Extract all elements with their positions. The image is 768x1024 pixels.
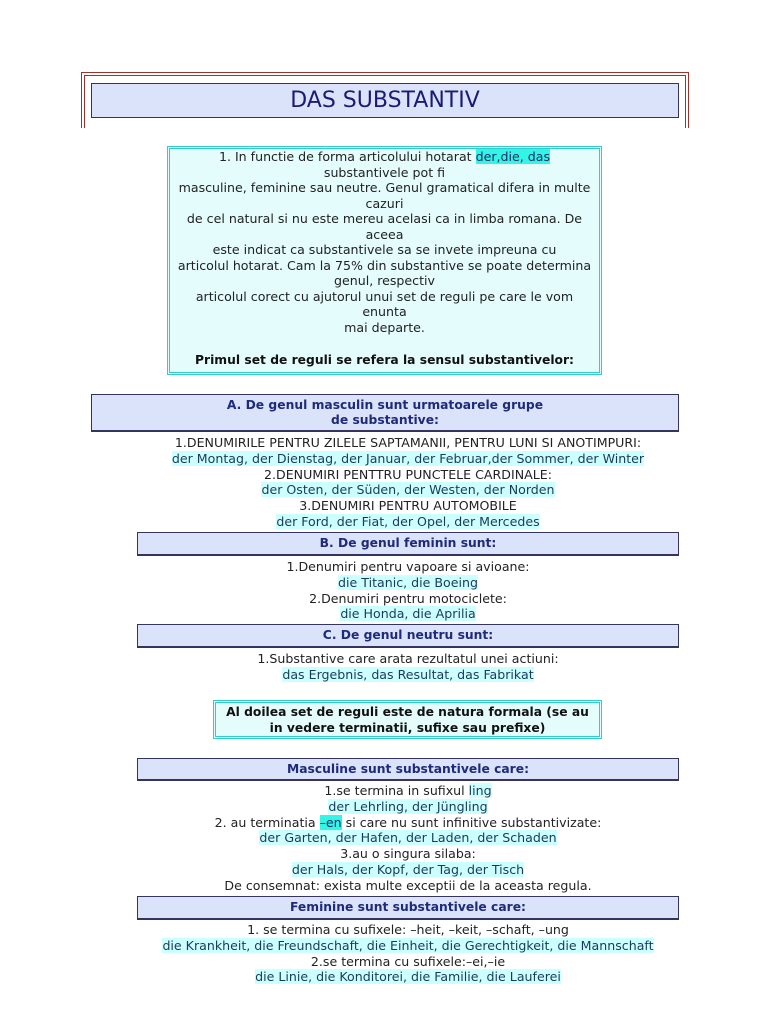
- example-line: [137, 575, 679, 591]
- intro-line: [170, 149, 599, 165]
- example-line: [137, 938, 679, 954]
- intro-line: articolul corect cu ajutorul unui set de reguli pe care le vom: [195, 288, 574, 304]
- note-line: De consemnat: exista multe exceptii de la aceasta regula.: [224, 877, 592, 893]
- section-a-heading-line: de substantive:: [331, 413, 439, 427]
- rule-line: [137, 815, 679, 831]
- intro-line: aceea: [365, 226, 404, 242]
- rule-line: 2.Denumiri pentru motociclete:: [309, 590, 507, 606]
- examples-text: die Linie, die Konditorei, die Familie, die Lauferei: [255, 969, 561, 985]
- rule-text: 2. au terminatia: [214, 814, 320, 830]
- feminine-list: [137, 922, 679, 985]
- suffix-highlight: –en: [319, 814, 342, 830]
- example-line: [137, 862, 679, 878]
- examples-text: der Hals, der Kopf, der Tag, der Tisch: [291, 861, 525, 877]
- example-line: [137, 830, 679, 846]
- examples-text: der Montag, der Dienstag, der Januar, der Februar,der Sommer, der Winter: [171, 450, 645, 466]
- section-c-list: [137, 651, 679, 683]
- example-line: [137, 451, 679, 467]
- rule-text: 1.se termina in sufixul: [324, 783, 469, 798]
- page-title: DAS SUBSTANTIV: [91, 83, 679, 118]
- rule-set-2-line: Al doilea set de reguli este de natura formala (se au: [226, 705, 589, 719]
- examples-text: die Honda, die Aprilia: [340, 606, 476, 622]
- rule-line: 3.au o singura silaba:: [340, 846, 476, 861]
- examples-text: das Ergebnis, das Resultat, das Fabrikat: [282, 666, 534, 682]
- examples-text: die Titanic, die Boeing: [338, 574, 478, 590]
- rule-line: [137, 783, 679, 799]
- article-highlight: der,die, das: [475, 149, 551, 164]
- example-line: [137, 482, 679, 498]
- intro-line: genul, respectiv: [334, 273, 435, 289]
- rule-line: 1.Substantive care arata rezultatul unei actiuni:: [257, 651, 559, 666]
- intro-line: mai departe.: [344, 320, 425, 336]
- masculine-list: [137, 783, 679, 893]
- rule-line: 2.se termina cu sufixele:–ei,–ie: [310, 953, 506, 969]
- examples-text: der Ford, der Fiat, der Opel, der Mercedes: [276, 513, 540, 529]
- examples-text: der Lehrling, der Jüngling: [328, 798, 488, 814]
- section-a-heading-line: A. De genul masculin sunt urmatoarele grupe: [226, 398, 544, 412]
- rule-line: 1. se termina cu sufixele: –heit, –keit, –schaft, –ung: [247, 922, 569, 937]
- rule-text: si care nu sunt infinitive substantivizate:: [341, 814, 602, 830]
- section-a-heading: [91, 394, 679, 432]
- rule-line: 1.DENUMIRILE PENTRU ZILELE SAPTAMANII, PENTRU LUNI SI ANOTIMPURI:: [174, 435, 642, 450]
- examples-text: der Garten, der Hafen, der Laden, der Schaden: [259, 830, 557, 846]
- intro-line: masculine, feminine sau neutre. Genul gramatical difera in multe: [178, 180, 591, 196]
- intro-box: [167, 146, 602, 375]
- masculine-heading: Masculine sunt substantivele care:: [137, 758, 679, 781]
- example-line: [137, 799, 679, 815]
- intro-line-text: 1. In functie de forma articolului hotarat: [218, 149, 476, 164]
- examples-text: der Osten, der Süden, der Westen, der Norden: [261, 482, 555, 498]
- section-a-list: [137, 435, 679, 530]
- rule-set-1-heading: Primul set de reguli se refera la sensul substantivelor:: [195, 353, 574, 368]
- suffix-highlight: ling: [468, 783, 492, 798]
- example-line: [137, 969, 679, 985]
- feminine-heading: Feminine sunt substantivele care:: [137, 896, 679, 920]
- example-line: [137, 606, 679, 622]
- example-line: [137, 667, 679, 683]
- example-line: [137, 514, 679, 530]
- rule-line: 2.DENUMIRI PENTTRU PUNCTELE CARDINALE:: [264, 466, 552, 482]
- intro-line: cazuri: [365, 195, 404, 211]
- rule-set-2-box: [213, 700, 602, 739]
- intro-line: este indicat ca substantivele sa se invete impreuna cu: [212, 242, 557, 258]
- rule-line: 1.Denumiri pentru vapoare si avioane:: [286, 559, 530, 574]
- rule-set-2-line: in vedere terminatii, sufixe sau prefixe): [269, 721, 546, 735]
- section-b-list: [137, 559, 679, 622]
- intro-line: de cel natural si nu este mereu acelasi ca in limba romana. De: [186, 211, 583, 227]
- section-b-heading: B. De genul feminin sunt:: [137, 532, 679, 556]
- section-c-heading: C. De genul neutru sunt:: [137, 624, 679, 648]
- intro-line: substantivele pot fi: [323, 164, 446, 180]
- intro-line: enunta: [362, 304, 407, 320]
- examples-text: die Krankheit, die Freundschaft, die Einheit, die Gerechtigkeit, die Mannschaft: [162, 937, 654, 953]
- rule-line: 3.DENUMIRI PENTRU AUTOMOBILE: [299, 498, 517, 513]
- intro-line: articolul hotarat. Cam la 75% din substantive se poate determina: [177, 257, 592, 273]
